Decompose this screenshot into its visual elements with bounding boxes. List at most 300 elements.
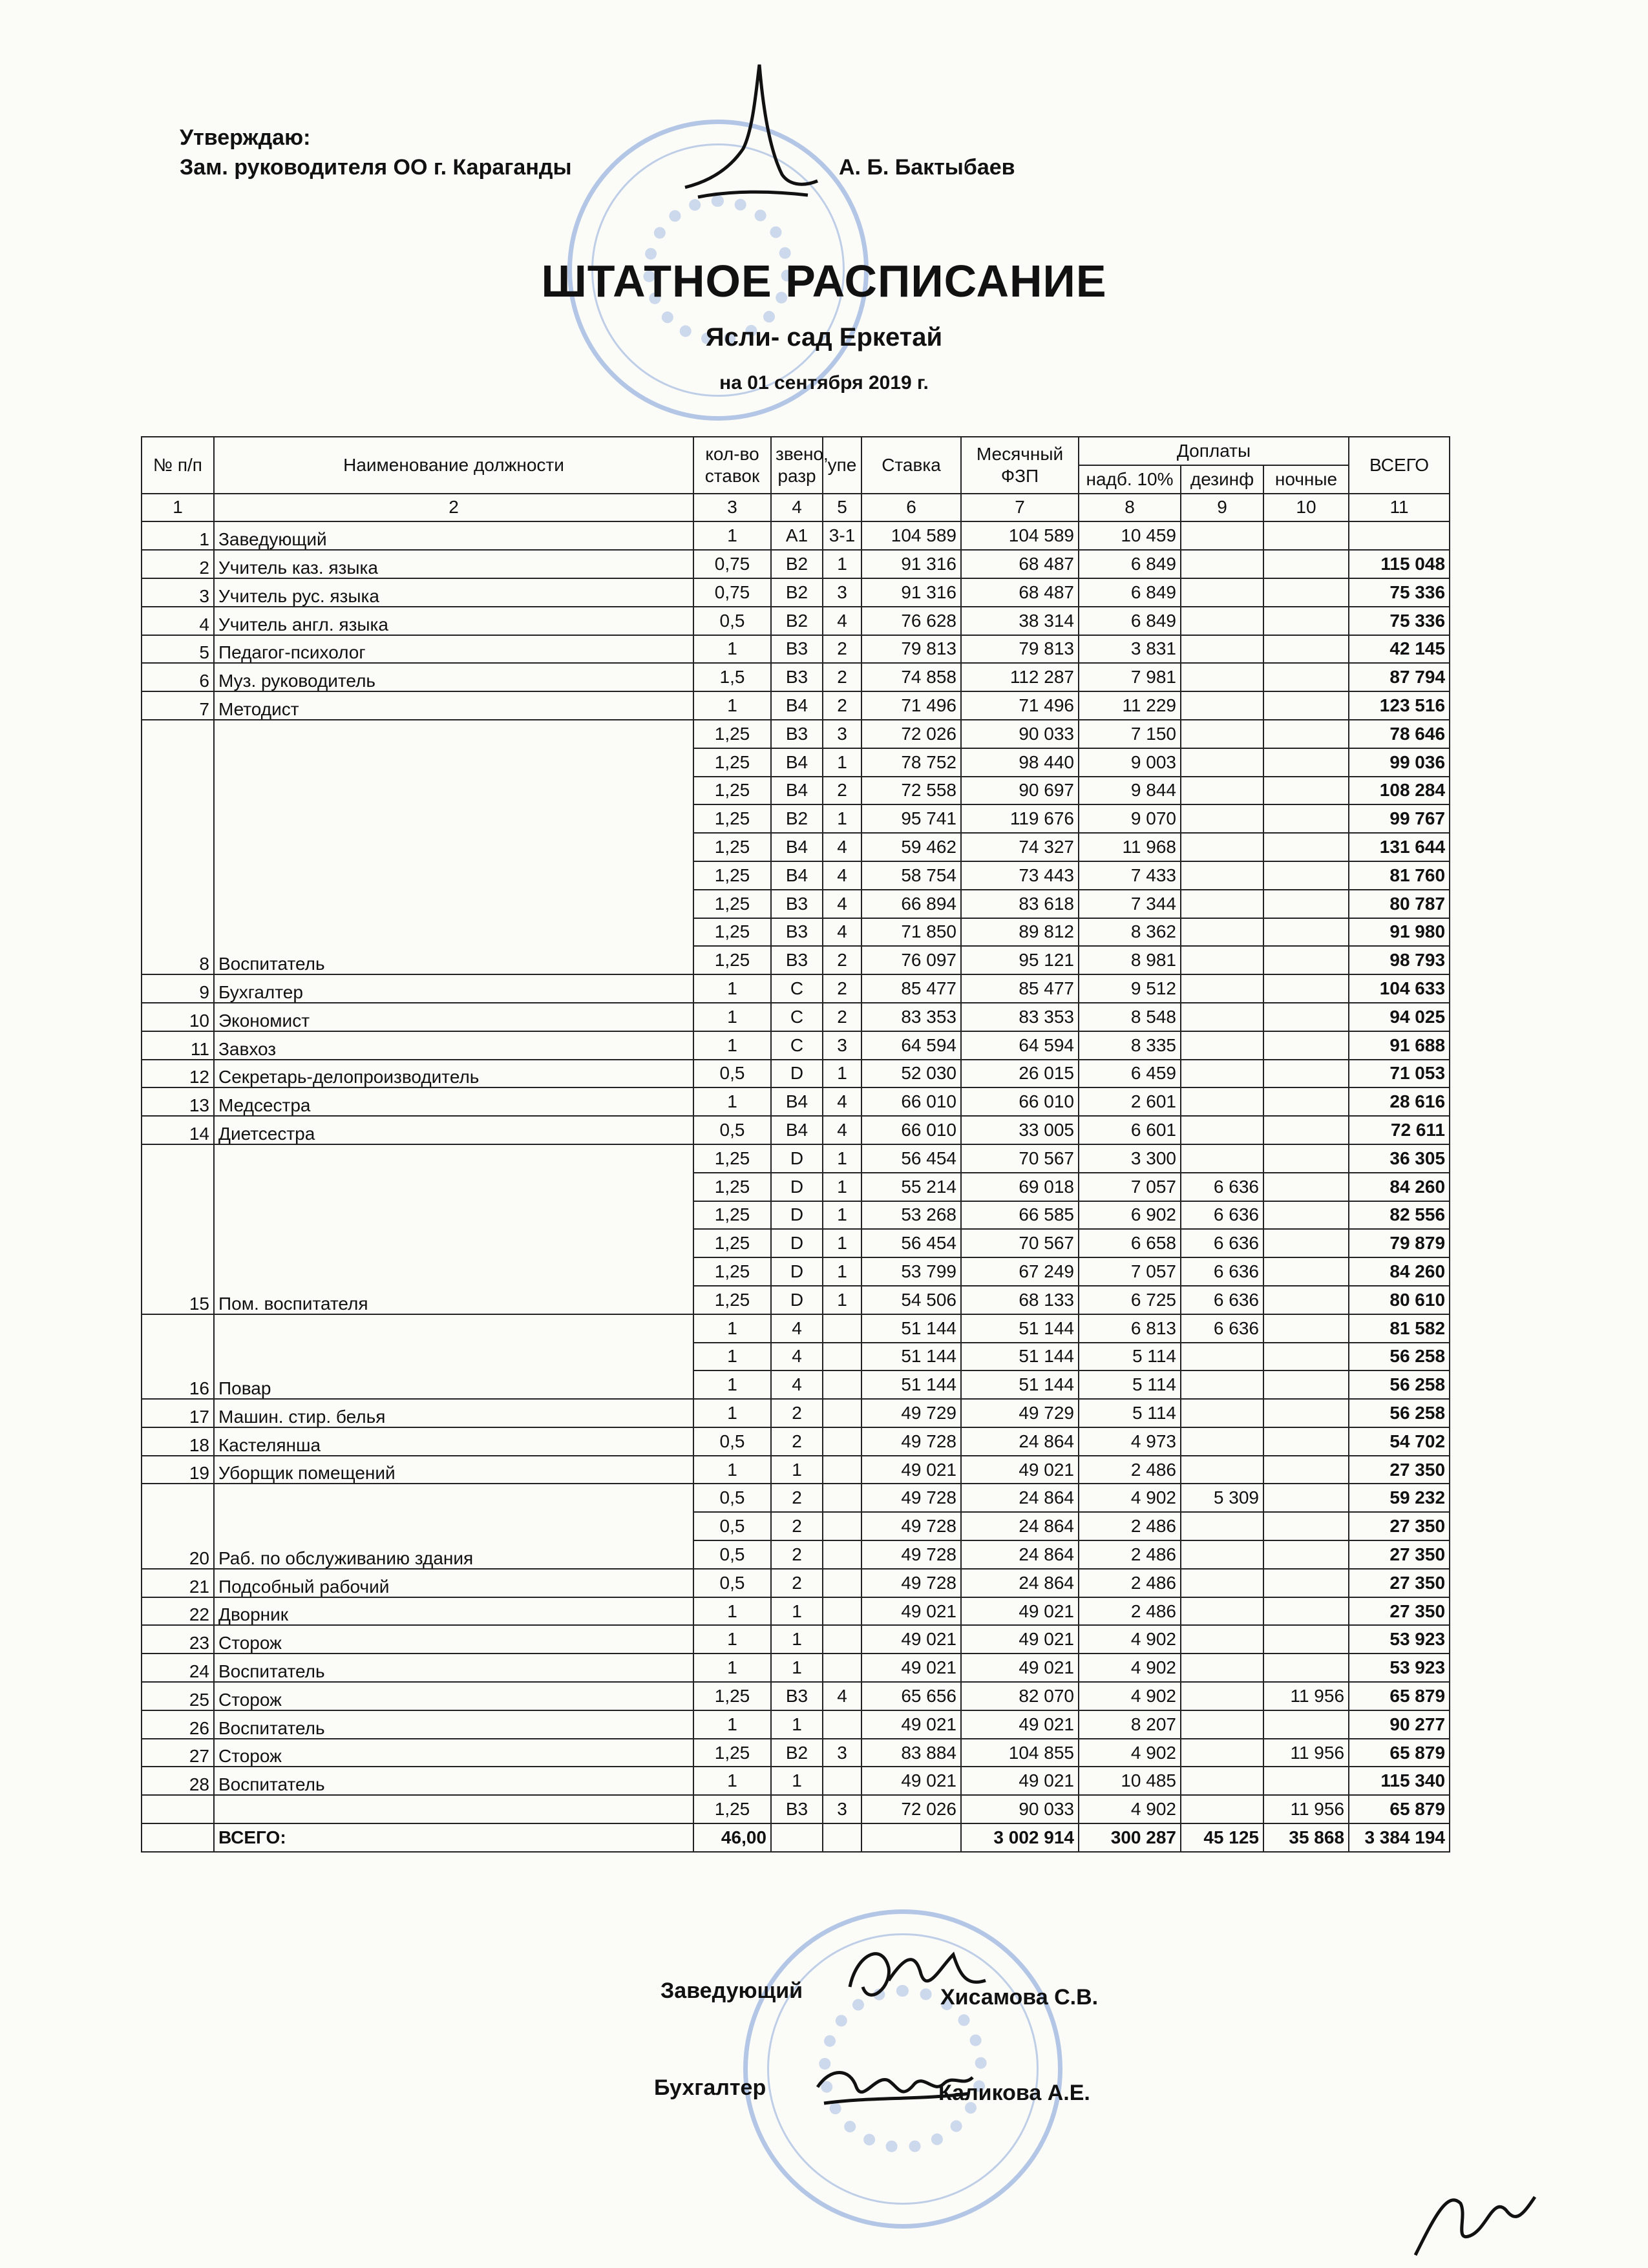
totals-empty xyxy=(142,1823,214,1852)
cell-qty: 1 xyxy=(693,974,771,1003)
position-name: Воспитатель xyxy=(214,720,693,974)
cell-rate: 51 144 xyxy=(861,1343,961,1371)
cell-qty: 1 xyxy=(693,1456,771,1484)
cell-rate: 79 813 xyxy=(861,635,961,664)
cell-ext3 xyxy=(1263,1201,1349,1230)
position-name: Методист xyxy=(214,691,693,720)
cell-grade: D xyxy=(771,1060,823,1088)
cell-ext3 xyxy=(1263,578,1349,607)
cell-grade: 4 xyxy=(771,1314,823,1343)
cell-ext3 xyxy=(1263,1087,1349,1116)
cell-level: 1 xyxy=(823,1286,861,1314)
cell-rate: 71 850 xyxy=(861,918,961,947)
cell-total xyxy=(1349,521,1450,550)
totals-empty xyxy=(823,1823,861,1852)
header-name: Наименование должности xyxy=(214,437,693,494)
cell-total: 36 305 xyxy=(1349,1144,1450,1173)
cell-total: 79 879 xyxy=(1349,1229,1450,1257)
row-number: 4 xyxy=(142,607,214,635)
cell-grade: B4 xyxy=(771,777,823,805)
cell-ext2 xyxy=(1181,1031,1263,1060)
cell-ext3: 11 956 xyxy=(1263,1682,1349,1710)
cell-ext2 xyxy=(1181,1003,1263,1031)
position-name xyxy=(214,1795,693,1823)
cell-rate: 66 894 xyxy=(861,890,961,918)
position-name: Экономист xyxy=(214,1003,693,1031)
cell-ext1: 2 486 xyxy=(1079,1597,1181,1626)
cell-level xyxy=(823,1767,861,1795)
cell-ext2 xyxy=(1181,1682,1263,1710)
footer-accountant-title: Бухгалтер xyxy=(654,2075,766,2100)
total-qty: 46,00 xyxy=(693,1823,771,1852)
cell-rate: 83 884 xyxy=(861,1739,961,1767)
header-grade: звено, разр xyxy=(771,437,823,494)
cell-ext2 xyxy=(1181,1427,1263,1456)
cell-ext2 xyxy=(1181,1087,1263,1116)
cell-fzp: 24 864 xyxy=(961,1512,1079,1540)
cell-ext1: 8 362 xyxy=(1079,918,1181,947)
cell-ext3 xyxy=(1263,974,1349,1003)
cell-total: 27 350 xyxy=(1349,1569,1450,1597)
cell-grade: B4 xyxy=(771,861,823,890)
cell-total: 87 794 xyxy=(1349,663,1450,691)
cell-level: 2 xyxy=(823,691,861,720)
cell-ext3 xyxy=(1263,607,1349,635)
cell-fzp: 79 813 xyxy=(961,635,1079,664)
cell-total: 42 145 xyxy=(1349,635,1450,664)
cell-ext2 xyxy=(1181,578,1263,607)
cell-ext1: 2 601 xyxy=(1079,1087,1181,1116)
cell-fzp: 119 676 xyxy=(961,804,1079,833)
cell-ext3 xyxy=(1263,663,1349,691)
cell-ext2 xyxy=(1181,1399,1263,1427)
cell-total: 82 556 xyxy=(1349,1201,1450,1230)
header-qty: кол-во ставок xyxy=(693,437,771,494)
cell-total: 94 025 xyxy=(1349,1003,1450,1031)
cell-ext1: 2 486 xyxy=(1079,1569,1181,1597)
position-name: Секретарь-делопроизводитель xyxy=(214,1060,693,1088)
cell-ext2: 6 636 xyxy=(1181,1201,1263,1230)
position-name: Учитель рус. языка xyxy=(214,578,693,607)
cell-fzp: 64 594 xyxy=(961,1031,1079,1060)
cell-fzp: 104 855 xyxy=(961,1739,1079,1767)
cell-ext3 xyxy=(1263,1625,1349,1654)
cell-rate: 49 021 xyxy=(861,1625,961,1654)
cell-grade: 2 xyxy=(771,1512,823,1540)
table-row xyxy=(142,550,1450,578)
cell-total: 59 232 xyxy=(1349,1484,1450,1512)
cell-fzp: 24 864 xyxy=(961,1427,1079,1456)
cell-ext3 xyxy=(1263,1060,1349,1088)
cell-ext3 xyxy=(1263,1654,1349,1682)
position-name: Сторож xyxy=(214,1739,693,1767)
cell-ext1: 6 902 xyxy=(1079,1201,1181,1230)
cell-fzp: 24 864 xyxy=(961,1484,1079,1512)
row-number: 2 xyxy=(142,550,214,578)
cell-qty: 1,25 xyxy=(693,720,771,748)
cell-qty: 0,5 xyxy=(693,1484,771,1512)
cell-rate: 49 021 xyxy=(861,1767,961,1795)
cell-rate: 91 316 xyxy=(861,578,961,607)
cell-rate: 78 752 xyxy=(861,748,961,777)
cell-level xyxy=(823,1540,861,1569)
cell-grade: B2 xyxy=(771,607,823,635)
cell-ext3 xyxy=(1263,861,1349,890)
cell-ext1: 5 114 xyxy=(1079,1343,1181,1371)
cell-rate: 49 728 xyxy=(861,1512,961,1540)
cell-ext1: 6 601 xyxy=(1079,1116,1181,1144)
cell-level: 3 xyxy=(823,578,861,607)
cell-level xyxy=(823,1512,861,1540)
cell-total: 131 644 xyxy=(1349,833,1450,861)
cell-level xyxy=(823,1569,861,1597)
cell-fzp: 49 021 xyxy=(961,1710,1079,1739)
column-number: 1 xyxy=(142,494,214,522)
cell-grade: A1 xyxy=(771,521,823,550)
row-number: 7 xyxy=(142,691,214,720)
cell-ext3 xyxy=(1263,1767,1349,1795)
cell-level: 4 xyxy=(823,890,861,918)
cell-fzp: 67 249 xyxy=(961,1257,1079,1286)
cell-rate: 58 754 xyxy=(861,861,961,890)
cell-ext2: 6 636 xyxy=(1181,1173,1263,1201)
total-ext2: 45 125 xyxy=(1181,1823,1263,1852)
cell-fzp: 68 487 xyxy=(961,578,1079,607)
cell-grade: 1 xyxy=(771,1597,823,1626)
cell-total: 115 048 xyxy=(1349,550,1450,578)
cell-level: 1 xyxy=(823,1229,861,1257)
cell-ext1: 5 114 xyxy=(1079,1399,1181,1427)
cell-grade: D xyxy=(771,1286,823,1314)
table-row xyxy=(142,1144,1450,1173)
document-title: ШТАТНОЕ РАСПИСАНИЕ xyxy=(541,256,1107,306)
cell-level xyxy=(823,1314,861,1343)
table-row xyxy=(142,691,1450,720)
cell-total: 71 053 xyxy=(1349,1060,1450,1088)
cell-qty: 1,25 xyxy=(693,1739,771,1767)
position-name: Воспитатель xyxy=(214,1767,693,1795)
cell-qty: 0,5 xyxy=(693,1512,771,1540)
cell-ext2 xyxy=(1181,663,1263,691)
cell-fzp: 49 729 xyxy=(961,1399,1079,1427)
cell-qty: 1,25 xyxy=(693,833,771,861)
table-row xyxy=(142,1767,1450,1795)
cell-qty: 1 xyxy=(693,1625,771,1654)
cell-qty: 1 xyxy=(693,521,771,550)
cell-fzp: 24 864 xyxy=(961,1569,1079,1597)
column-number: 5 xyxy=(823,494,861,522)
row-number xyxy=(142,1795,214,1823)
row-number: 28 xyxy=(142,1767,214,1795)
cell-grade: B2 xyxy=(771,578,823,607)
cell-total: 115 340 xyxy=(1349,1767,1450,1795)
cell-ext3 xyxy=(1263,918,1349,947)
cell-ext1: 9 512 xyxy=(1079,974,1181,1003)
cell-ext2 xyxy=(1181,748,1263,777)
cell-ext1: 7 057 xyxy=(1079,1173,1181,1201)
staff-schedule-table xyxy=(141,436,1450,1853)
table-row xyxy=(142,1399,1450,1427)
cell-rate: 64 594 xyxy=(861,1031,961,1060)
cell-ext2 xyxy=(1181,974,1263,1003)
cell-total: 98 793 xyxy=(1349,946,1450,974)
cell-total: 65 879 xyxy=(1349,1795,1450,1823)
cell-ext1: 6 658 xyxy=(1079,1229,1181,1257)
table-row xyxy=(142,1031,1450,1060)
cell-ext3: 11 956 xyxy=(1263,1795,1349,1823)
cell-grade: B4 xyxy=(771,833,823,861)
cell-ext1: 2 486 xyxy=(1079,1456,1181,1484)
cell-ext3 xyxy=(1263,1286,1349,1314)
cell-qty: 0,75 xyxy=(693,578,771,607)
cell-ext1: 9 844 xyxy=(1079,777,1181,805)
cell-grade: B4 xyxy=(771,691,823,720)
cell-grade: B2 xyxy=(771,550,823,578)
position-name: Учитель каз. языка xyxy=(214,550,693,578)
cell-rate: 51 144 xyxy=(861,1370,961,1399)
cell-fzp: 33 005 xyxy=(961,1116,1079,1144)
cell-level: 2 xyxy=(823,777,861,805)
cell-rate: 49 728 xyxy=(861,1484,961,1512)
table-row xyxy=(142,1314,1450,1343)
approval-position: Зам. руководителя ОО г. Караганды xyxy=(180,155,572,180)
cell-rate: 76 628 xyxy=(861,607,961,635)
cell-rate: 59 462 xyxy=(861,833,961,861)
cell-ext1: 4 902 xyxy=(1079,1739,1181,1767)
position-name: Муз. руководитель xyxy=(214,663,693,691)
cell-total: 91 980 xyxy=(1349,918,1450,947)
position-name: Бухгалтер xyxy=(214,974,693,1003)
cell-total: 81 760 xyxy=(1349,861,1450,890)
cell-level: 1 xyxy=(823,1257,861,1286)
total-ext3: 35 868 xyxy=(1263,1823,1349,1852)
cell-total: 65 879 xyxy=(1349,1682,1450,1710)
cell-level xyxy=(823,1399,861,1427)
cell-total: 27 350 xyxy=(1349,1540,1450,1569)
cell-rate: 53 799 xyxy=(861,1257,961,1286)
cell-level: 4 xyxy=(823,607,861,635)
cell-ext3: 11 956 xyxy=(1263,1739,1349,1767)
cell-rate: 49 728 xyxy=(861,1540,961,1569)
cell-rate: 72 026 xyxy=(861,1795,961,1823)
cell-ext3 xyxy=(1263,1314,1349,1343)
official-stamp-bottom xyxy=(743,1909,1062,2229)
cell-grade: 1 xyxy=(771,1456,823,1484)
table-row xyxy=(142,521,1450,550)
cell-level: 4 xyxy=(823,1116,861,1144)
cell-ext3 xyxy=(1263,521,1349,550)
cell-level: 3 xyxy=(823,1031,861,1060)
cell-fzp: 51 144 xyxy=(961,1370,1079,1399)
cell-total: 56 258 xyxy=(1349,1399,1450,1427)
cell-level: 4 xyxy=(823,833,861,861)
cell-rate: 49 021 xyxy=(861,1597,961,1626)
row-number: 17 xyxy=(142,1399,214,1427)
cell-ext2 xyxy=(1181,777,1263,805)
cell-total: 27 350 xyxy=(1349,1597,1450,1626)
row-number: 21 xyxy=(142,1569,214,1597)
footer-head-name: Хисамова С.В. xyxy=(940,1985,1099,2010)
table-row xyxy=(142,1060,1450,1088)
cell-ext3 xyxy=(1263,946,1349,974)
row-number: 15 xyxy=(142,1144,214,1314)
cell-ext3 xyxy=(1263,550,1349,578)
cell-total: 80 610 xyxy=(1349,1286,1450,1314)
table-row xyxy=(142,1710,1450,1739)
cell-ext2 xyxy=(1181,635,1263,664)
cell-grade: B3 xyxy=(771,720,823,748)
totals-label: ВСЕГО: xyxy=(214,1823,693,1852)
cell-grade: 1 xyxy=(771,1710,823,1739)
cell-ext2 xyxy=(1181,1512,1263,1540)
cell-qty: 0,5 xyxy=(693,1540,771,1569)
cell-qty: 1,5 xyxy=(693,663,771,691)
cell-grade: B3 xyxy=(771,918,823,947)
cell-ext2 xyxy=(1181,1710,1263,1739)
cell-ext3 xyxy=(1263,691,1349,720)
header-ext3: ночные xyxy=(1263,465,1349,494)
position-name: Сторож xyxy=(214,1682,693,1710)
cell-qty: 0,5 xyxy=(693,1116,771,1144)
row-number: 27 xyxy=(142,1739,214,1767)
cell-level xyxy=(823,1427,861,1456)
cell-ext2: 6 636 xyxy=(1181,1229,1263,1257)
cell-qty: 1 xyxy=(693,1399,771,1427)
cell-ext1: 11 229 xyxy=(1079,691,1181,720)
column-number: 3 xyxy=(693,494,771,522)
cell-ext3 xyxy=(1263,1399,1349,1427)
table-row xyxy=(142,1456,1450,1484)
cell-level: 1 xyxy=(823,1060,861,1088)
cell-grade: C xyxy=(771,1003,823,1031)
cell-ext1: 8 335 xyxy=(1079,1031,1181,1060)
cell-qty: 1,25 xyxy=(693,1795,771,1823)
cell-ext1: 2 486 xyxy=(1079,1540,1181,1569)
cell-ext1: 4 902 xyxy=(1079,1682,1181,1710)
cell-total: 123 516 xyxy=(1349,691,1450,720)
cell-grade: 1 xyxy=(771,1625,823,1654)
cell-grade: D xyxy=(771,1173,823,1201)
cell-ext3 xyxy=(1263,1569,1349,1597)
cell-ext1: 4 902 xyxy=(1079,1625,1181,1654)
cell-qty: 1,25 xyxy=(693,777,771,805)
cell-total: 99 036 xyxy=(1349,748,1450,777)
cell-fzp: 51 144 xyxy=(961,1343,1079,1371)
cell-total: 65 879 xyxy=(1349,1739,1450,1767)
cell-ext2 xyxy=(1181,1116,1263,1144)
cell-ext1: 6 849 xyxy=(1079,550,1181,578)
cell-ext2: 6 636 xyxy=(1181,1286,1263,1314)
cell-qty: 1 xyxy=(693,1003,771,1031)
position-name: Воспитатель xyxy=(214,1654,693,1682)
cell-ext1: 6 849 xyxy=(1079,607,1181,635)
cell-ext2 xyxy=(1181,1456,1263,1484)
table-row xyxy=(142,1739,1450,1767)
header-fzp: Месячный ФЗП xyxy=(961,437,1079,494)
row-number: 8 xyxy=(142,720,214,974)
table-row xyxy=(142,1795,1450,1823)
cell-ext3 xyxy=(1263,1540,1349,1569)
cell-fzp: 89 812 xyxy=(961,918,1079,947)
row-number: 11 xyxy=(142,1031,214,1060)
cell-total: 91 688 xyxy=(1349,1031,1450,1060)
table-row xyxy=(142,578,1450,607)
cell-level: 4 xyxy=(823,918,861,947)
approval-signer: А. Б. Бактыбаев xyxy=(839,155,1015,180)
cell-qty: 1,25 xyxy=(693,1257,771,1286)
cell-ext2: 5 309 xyxy=(1181,1484,1263,1512)
table-row xyxy=(142,1484,1450,1512)
cell-level: 1 xyxy=(823,804,861,833)
cell-level: 3 xyxy=(823,1739,861,1767)
row-number: 10 xyxy=(142,1003,214,1031)
table-row xyxy=(142,1087,1450,1116)
cell-qty: 0,5 xyxy=(693,1060,771,1088)
cell-fzp: 26 015 xyxy=(961,1060,1079,1088)
cell-fzp: 68 133 xyxy=(961,1286,1079,1314)
cell-rate: 71 496 xyxy=(861,691,961,720)
cell-rate: 54 506 xyxy=(861,1286,961,1314)
cell-ext1: 7 344 xyxy=(1079,890,1181,918)
cell-ext2 xyxy=(1181,691,1263,720)
cell-grade: 2 xyxy=(771,1427,823,1456)
cell-ext2: 6 636 xyxy=(1181,1257,1263,1286)
cell-rate: 65 656 xyxy=(861,1682,961,1710)
cell-qty: 1,25 xyxy=(693,1201,771,1230)
cell-rate: 53 268 xyxy=(861,1201,961,1230)
cell-ext1: 7 981 xyxy=(1079,663,1181,691)
position-name: Дворник xyxy=(214,1597,693,1626)
cell-qty: 1,25 xyxy=(693,890,771,918)
cell-qty: 1,25 xyxy=(693,1286,771,1314)
position-name: Завхоз xyxy=(214,1031,693,1060)
cell-level: 1 xyxy=(823,748,861,777)
cell-rate: 91 316 xyxy=(861,550,961,578)
header-level: упе xyxy=(823,437,861,494)
cell-fzp: 73 443 xyxy=(961,861,1079,890)
totals-row xyxy=(142,1823,1450,1852)
cell-ext1: 3 831 xyxy=(1079,635,1181,664)
cell-ext3 xyxy=(1263,1173,1349,1201)
column-number: 11 xyxy=(1349,494,1450,522)
cell-total: 27 350 xyxy=(1349,1456,1450,1484)
cell-ext1: 6 849 xyxy=(1079,578,1181,607)
position-name: Раб. по обслуживанию здания xyxy=(214,1484,693,1568)
cell-qty: 1,25 xyxy=(693,861,771,890)
cell-fzp: 49 021 xyxy=(961,1625,1079,1654)
cell-grade: 1 xyxy=(771,1767,823,1795)
cell-total: 84 260 xyxy=(1349,1173,1450,1201)
cell-ext2 xyxy=(1181,521,1263,550)
position-name: Подсобный рабочий xyxy=(214,1569,693,1597)
position-name: Медсестра xyxy=(214,1087,693,1116)
cell-grade: 2 xyxy=(771,1569,823,1597)
cell-total: 54 702 xyxy=(1349,1427,1450,1456)
cell-ext3 xyxy=(1263,1597,1349,1626)
table-row xyxy=(142,1116,1450,1144)
cell-ext2 xyxy=(1181,946,1263,974)
cell-qty: 0,5 xyxy=(693,607,771,635)
cell-fzp: 82 070 xyxy=(961,1682,1079,1710)
cell-ext2 xyxy=(1181,1569,1263,1597)
position-name: Повар xyxy=(214,1314,693,1399)
cell-grade: 4 xyxy=(771,1343,823,1371)
cell-ext1: 8 207 xyxy=(1079,1710,1181,1739)
cell-qty: 1,25 xyxy=(693,1144,771,1173)
cell-rate: 66 010 xyxy=(861,1087,961,1116)
position-name: Учитель англ. языка xyxy=(214,607,693,635)
table-row xyxy=(142,1654,1450,1682)
